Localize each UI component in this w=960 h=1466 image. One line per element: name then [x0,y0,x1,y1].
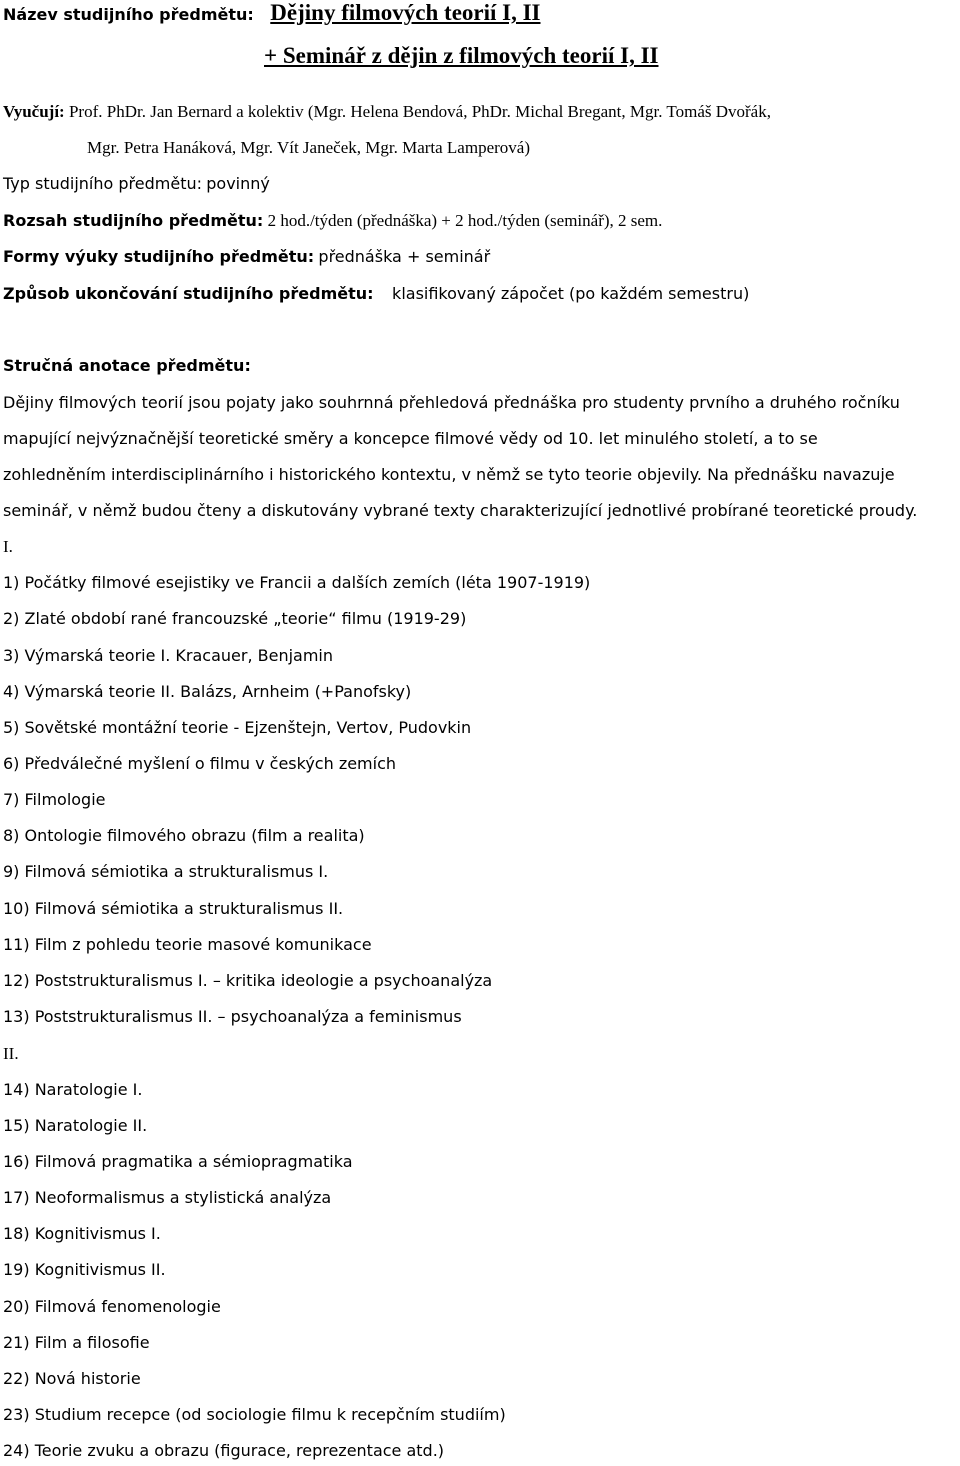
syllabus-item: 14) Naratologie I. [3,1080,143,1099]
teachers-row [3,101,771,123]
teachers-label: Vyučují: [3,102,65,121]
syllabus-item: 4) Výmarská teorie II. Balázs, Arnheim (+Panofsky) [3,682,412,701]
forms-value: přednáška + seminář [318,247,491,266]
syllabus-item: 8) Ontologie filmového obrazu (film a realita) [3,826,365,845]
completion-value: klasifikovaný zápočet (po každém semestru) [392,284,750,303]
syllabus-item: 6) Předválečné myšlení o filmu v českých zemích [3,754,397,773]
scope-label: Rozsah studijního předmětu: [3,211,264,230]
syllabus-item: 1) Počátky filmové esejistiky ve Francii a dalších zemích (léta 1907-1919) [3,573,591,592]
syllabus-item: 5) Sovětské montážní teorie - Ejzenštejn, Vertov, Pudovkin [3,718,472,737]
syllabus-item: 2) Zlaté období rané francouzské „teorie“ filmu (1919-29) [3,609,467,628]
syllabus-item: 18) Kognitivismus I. [3,1224,161,1243]
syllabus-item: 12) Poststrukturalismus I. – kritika ideologie a psychoanalýza [3,971,493,990]
syllabus-item: 20) Filmová fenomenologie [3,1297,221,1316]
syllabus-part2-label: II. [3,1044,19,1063]
course-name-row [3,2,541,26]
type-row [3,173,270,195]
course-name-label: Název studijního předmětu: [3,5,254,24]
completion-label: Způsob ukončování studijního předmětu: [3,284,374,303]
syllabus-item: 10) Filmová sémiotika a strukturalismus II. [3,899,344,918]
syllabus-item: 22) Nová historie [3,1369,141,1388]
syllabus-part1-label: I. [3,537,13,556]
syllabus-item: 21) Film a filosofie [3,1333,150,1352]
annotation-line: seminář, v němž budou čteny a diskutovány vybrané texty charakterizující jednotlivé probírané teoretické proudy. [3,501,918,520]
syllabus-item: 23) Studium recepce (od sociologie filmu k recepčním studiím) [3,1405,506,1424]
syllabus-item: 13) Poststrukturalismus II. – psychoanalýza a feminismus [3,1007,462,1026]
annotation-line: zohledněním interdisciplinárního i historického kontextu, v němž se tyto teorie objevily. Na přednášku navazuje [3,465,895,484]
scope-row [3,210,662,232]
syllabus-item: 17) Neoformalismus a stylistická analýza [3,1188,332,1207]
course-title-line2: + Seminář z dějin z filmových teorií I, II [264,43,659,68]
type-label: Typ studijního předmětu: [3,174,203,193]
syllabus-item: 9) Filmová sémiotika a strukturalismus I. [3,862,329,881]
syllabus-item: 24) Teorie zvuku a obrazu (figurace, reprezentace atd.) [3,1441,445,1460]
teachers-line1: Prof. PhDr. Jan Bernard a kolektiv (Mgr. Helena Bendová, PhDr. Michal Bregant, Mgr. Tomáš Dvořák, [68,102,771,121]
teachers-line2: Mgr. Petra Hanáková, Mgr. Vít Janeček, Mgr. Marta Lamperová) [87,138,530,157]
forms-row [3,246,490,268]
syllabus-item: 15) Naratologie II. [3,1116,148,1135]
teachers-row2 [87,137,530,159]
annotation-line: Dějiny filmových teorií jsou pojaty jako souhrnná přehledová přednáška pro studenty prvního a druhého ročníku [3,393,900,412]
syllabus-item: 3) Výmarská teorie I. Kracauer, Benjamin [3,646,334,665]
course-title-line1: Dějiny filmových teorií I, II [270,0,541,25]
syllabus-item: 19) Kognitivismus II. [3,1260,166,1279]
forms-label: Formy výuky studijního předmětu: [3,247,315,266]
course-title-row2 [264,45,658,69]
annotation-line: mapující nejvýznačnější teoretické směry a koncepce filmové vědy od 10. let minulého století, a to se [3,429,818,448]
syllabus-item: 11) Film z pohledu teorie masové komunikace [3,935,372,954]
syllabus-item: 7) Filmologie [3,790,106,809]
type-value: povinný [206,174,270,193]
completion-row [3,283,749,305]
annotation-heading: Stručná anotace předmětu: [3,356,251,375]
scope-value: 2 hod./týden (přednáška) + 2 hod./týden (seminář), 2 sem. [267,211,663,230]
syllabus-item: 16) Filmová pragmatika a sémiopragmatika [3,1152,353,1171]
